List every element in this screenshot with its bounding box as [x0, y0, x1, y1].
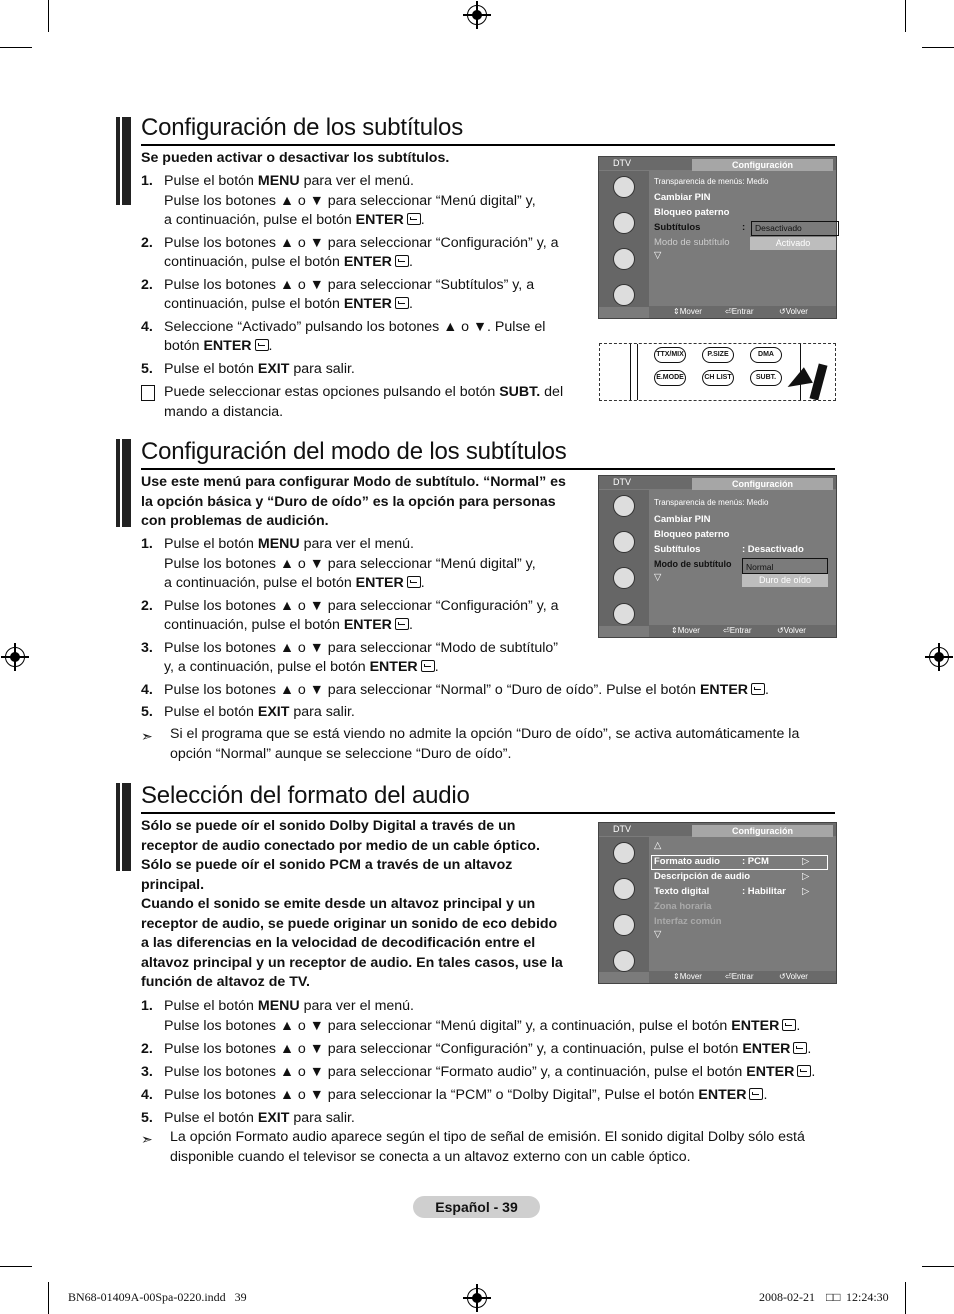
ttx-mix-button: TTX/MIX	[654, 347, 686, 363]
picture-icon	[613, 495, 635, 517]
step-text: Pulse los botones ▲ o ▼ para seleccionar “Subtítulos” y, a	[164, 276, 535, 293]
osd-move-hint: ⇕Mover	[673, 972, 702, 981]
step-number: 2.	[141, 276, 153, 293]
step-number: 2.	[141, 1040, 153, 1057]
osd-enter-hint: ⏎Entrar	[725, 307, 754, 316]
enter-icon	[782, 1019, 796, 1031]
down-arrow-icon: ▽	[654, 929, 662, 940]
setup-gear-icon	[613, 248, 635, 270]
picture-icon	[613, 842, 635, 864]
pointer-arrow-icon	[783, 367, 813, 395]
step-text: Pulse el botón MENU para ver el menú.	[164, 536, 415, 552]
osd-title: Configuración	[692, 159, 833, 171]
enter-icon	[751, 683, 765, 695]
osd-title: Configuración	[692, 478, 833, 490]
osd-back-hint: ↺Volver	[777, 626, 806, 635]
section-marker	[116, 783, 131, 871]
text-line: altavoz principal y un receptor de audio. En tales casos, use la	[141, 954, 563, 971]
enter-icon	[421, 660, 435, 672]
osd-dtv-label: DTV	[613, 824, 631, 834]
subt-button: SUBT.	[750, 370, 782, 386]
step-text: botón ENTER .	[164, 338, 273, 354]
osd-row-audio-description[interactable]: Descripción de audio ▷	[654, 871, 810, 882]
input-icon	[613, 284, 635, 306]
step-number: 5.	[141, 360, 153, 377]
step-text: Pulse el botón MENU para ver el menú.	[164, 998, 415, 1014]
page-number: Español - 39	[413, 1196, 540, 1218]
text-line: función de altavoz de TV.	[141, 974, 310, 990]
step-number: 4.	[141, 1086, 153, 1103]
step-text: Pulse los botones ▲ o ▼ para seleccionar “Menú digital” y,	[164, 555, 536, 572]
section-rule	[141, 812, 835, 814]
step-text: continuación, pulse el botón ENTER .	[164, 617, 413, 633]
osd-option-normal[interactable]: Normal	[742, 558, 828, 574]
step-text: Pulse los botones ▲ o ▼ para seleccionar “Modo de subtítulo”	[164, 639, 559, 656]
down-arrow-icon: ▽	[654, 250, 662, 261]
text-line: con problemas de audición.	[141, 513, 329, 529]
text-line: Puede seleccionar estas opciones pulsando el botón SUBT. del	[164, 384, 564, 400]
osd-back-hint: ↺Volver	[779, 307, 808, 316]
print-date: 2008-02-21	[759, 1290, 815, 1304]
text-line: Sólo se puede oír el sonido Dolby Digital a través de un	[141, 818, 516, 834]
enter-icon	[395, 255, 409, 267]
osd-option-hard-of-hearing[interactable]: Duro de oído	[742, 574, 828, 587]
registration-mark-icon	[5, 647, 25, 667]
osd-enter-hint: ⏎Entrar	[725, 972, 754, 981]
osd-title: Configuración	[692, 825, 833, 837]
sound-icon	[613, 212, 635, 234]
ch-list-button: CH LIST	[702, 370, 734, 386]
enter-icon	[395, 618, 409, 630]
step-text: continuación, pulse el botón ENTER .	[164, 296, 413, 312]
input-icon	[613, 950, 635, 972]
section-title: Selección del formato del audio	[141, 782, 470, 809]
up-arrow-icon: △	[654, 840, 662, 851]
file-slug: BN68-01409A-00Spa-0220.indd 39	[68, 1290, 247, 1304]
step-text: Pulse los botones ▲ o ▼ para seleccionar “Normal” o “Duro de oído”. Pulse el botón ENTER .	[164, 681, 769, 698]
picture-icon	[613, 176, 635, 198]
osd-dtv-label: DTV	[613, 477, 631, 487]
dma-button: DMA	[750, 347, 782, 363]
osd-row-subtitles[interactable]: Subtítulos :	[654, 222, 746, 233]
p-size-button: P.SIZE	[702, 347, 734, 363]
note-arrow-icon: ➣	[141, 728, 153, 744]
print-time: 12:24:30	[846, 1290, 889, 1304]
step-text: a continuación, pulse el botón ENTER .	[164, 212, 425, 228]
text-line: Use este menú para configurar Modo de subtítulo. “Normal” es	[141, 474, 566, 490]
osd-menu-subtitle-mode	[598, 475, 837, 638]
remote-control-illustration	[599, 343, 836, 401]
text-line: Sólo se puede oír el sonido PCM a través de un altavoz	[141, 857, 513, 873]
osd-row-subtitle-mode[interactable]: Modo de subtítulo	[654, 237, 730, 248]
step-number: 5.	[141, 704, 153, 720]
step-number: 4.	[141, 681, 153, 698]
registration-mark-icon	[467, 5, 487, 25]
osd-menu-audio-format	[598, 822, 837, 984]
section-title: Configuración del modo de los subtítulos	[141, 438, 567, 465]
osd-row-subtitles[interactable]: Subtítulos : Desactivado	[654, 544, 804, 555]
step-number: 1.	[141, 173, 153, 189]
registration-mark-icon	[467, 1288, 487, 1308]
step-text: Pulse el botón EXIT para salir.	[164, 360, 355, 377]
step-text: Pulse los botones ▲ o ▼ para seleccionar “Formato audio” y, a continuación, pulse el botón ENTER .	[164, 1063, 816, 1080]
text-line: receptor de audio conectado por medio de un cable óptico.	[141, 837, 540, 854]
note-arrow-icon: ➣	[141, 1131, 153, 1147]
osd-row-common-interface[interactable]: Interfaz común	[654, 916, 722, 927]
osd-move-hint: ⇕Mover	[673, 307, 702, 316]
osd-row-transparency[interactable]: Transparencia de menús: Medio	[654, 498, 769, 507]
step-number: 2.	[141, 597, 153, 614]
enter-icon	[255, 339, 269, 351]
section-rule	[141, 468, 835, 470]
step-text: Pulse los botones ▲ o ▼ para seleccionar “Configuración” y, a continuación, pulse el botón ENTER .	[164, 1040, 812, 1057]
step-number: 5.	[141, 1109, 153, 1126]
step-text: Pulse el botón EXIT para salir.	[164, 704, 355, 720]
step-text: y, a continuación, pulse el botón ENTER .	[164, 659, 439, 675]
step-text: Pulse los botones ▲ o ▼ para seleccionar “Configuración” y, a	[164, 597, 559, 614]
step-number: 3.	[141, 1063, 153, 1080]
step-text: Pulse los botones ▲ o ▼ para seleccionar “Configuración” y, a	[164, 234, 559, 251]
setup-gear-icon	[613, 914, 635, 936]
osd-dtv-label: DTV	[613, 158, 631, 168]
step-text: a continuación, pulse el botón ENTER .	[164, 575, 425, 591]
text-line: Cuando el sonido se emite desde un altavoz principal y un	[141, 896, 536, 912]
osd-enter-hint: ⏎Entrar	[723, 626, 752, 635]
step-text: Pulse los botones ▲ o ▼ para seleccionar “Menú digital” y, a continuación, pulse el botón ENTER .	[164, 1017, 801, 1034]
osd-row-lock[interactable]: Bloqueo paterno	[654, 207, 730, 218]
osd-option-off[interactable]: Desactivado	[751, 221, 839, 236]
step-text: Pulse los botones ▲ o ▼ para seleccionar “Menú digital” y,	[164, 192, 536, 209]
step-text: Pulse el botón EXIT para salir.	[164, 1109, 355, 1126]
text-line: receptor de audio, se puede originar un sonido de eco debido	[141, 915, 558, 932]
osd-menu-subtitles	[598, 156, 837, 319]
osd-row-digital-text[interactable]: Texto digital : Habilitar ▷	[654, 886, 810, 897]
section-intro: Se pueden activar o desactivar los subtítulos.	[141, 150, 450, 166]
section-rule	[141, 144, 835, 146]
print-marks: □□	[826, 1290, 841, 1304]
step-number: 1.	[141, 998, 153, 1014]
osd-row-pin[interactable]: Cambiar PIN	[654, 192, 711, 203]
enter-icon	[793, 1042, 807, 1054]
step-text: Pulse los botones ▲ o ▼ para seleccionar la “PCM” o “Dolby Digital”, Pulse el botón ENTER .	[164, 1086, 768, 1103]
e-mode-button: E.MODE	[654, 370, 686, 386]
step-text: continuación, pulse el botón ENTER .	[164, 254, 413, 270]
step-text: Seleccione “Activado” pulsando los botones ▲ o ▼. Pulse el	[164, 318, 546, 335]
section-title: Configuración de los subtítulos	[141, 114, 463, 141]
sound-icon	[613, 878, 635, 900]
osd-row-lock[interactable]: Bloqueo paterno	[654, 529, 730, 540]
step-number: 2.	[141, 234, 153, 251]
enter-icon	[407, 576, 421, 588]
enter-icon	[749, 1088, 763, 1100]
osd-move-hint: ⇕Mover	[671, 626, 700, 635]
enter-icon	[395, 297, 409, 309]
osd-back-hint: ↺Volver	[779, 972, 808, 981]
osd-row-audio-format[interactable]: Formato audio : PCM ▷	[654, 856, 810, 867]
sound-icon	[613, 531, 635, 553]
osd-row-transparency[interactable]: Transparencia de menús: Medio	[654, 177, 769, 186]
text-line: la opción básica y “Duro de oído” es la opción para personas	[141, 493, 556, 510]
text-line: opción “Normal” aunque se seleccione “Duro de oído”.	[170, 745, 512, 762]
remote-note-icon	[141, 385, 155, 401]
enter-icon	[407, 213, 421, 225]
down-arrow-icon: ▽	[654, 572, 662, 583]
step-number: 1.	[141, 536, 153, 552]
text-line: La opción Formato audio aparece según el tipo de señal de emisión. El sonido digital Dolby sólo está	[170, 1129, 805, 1145]
osd-row-pin[interactable]: Cambiar PIN	[654, 514, 711, 525]
text-line: Si el programa que se está viendo no admite la opción “Duro de oído”, se activa automáticamente la	[170, 726, 800, 742]
registration-mark-icon	[929, 647, 949, 667]
osd-option-on[interactable]: Activado	[750, 237, 836, 250]
enter-icon	[797, 1065, 811, 1077]
section-marker	[116, 117, 131, 205]
text-line: mando a distancia.	[164, 403, 284, 420]
step-number: 4.	[141, 318, 153, 335]
step-number: 3.	[141, 639, 153, 656]
step-text: Pulse el botón MENU para ver el menú.	[164, 173, 415, 189]
text-line: principal.	[141, 876, 205, 893]
osd-row-time-zone[interactable]: Zona horaria	[654, 901, 712, 912]
text-line: a las diferencias en la velocidad de decodificación entre el	[141, 935, 536, 951]
text-line: disponible cuando el televisor se conecta a un altavoz externo con un cable óptico.	[170, 1148, 691, 1165]
osd-row-subtitle-mode[interactable]: Modo de subtítulo	[654, 559, 732, 569]
setup-gear-icon	[613, 567, 635, 589]
section-marker	[116, 439, 131, 527]
input-icon	[613, 603, 635, 625]
